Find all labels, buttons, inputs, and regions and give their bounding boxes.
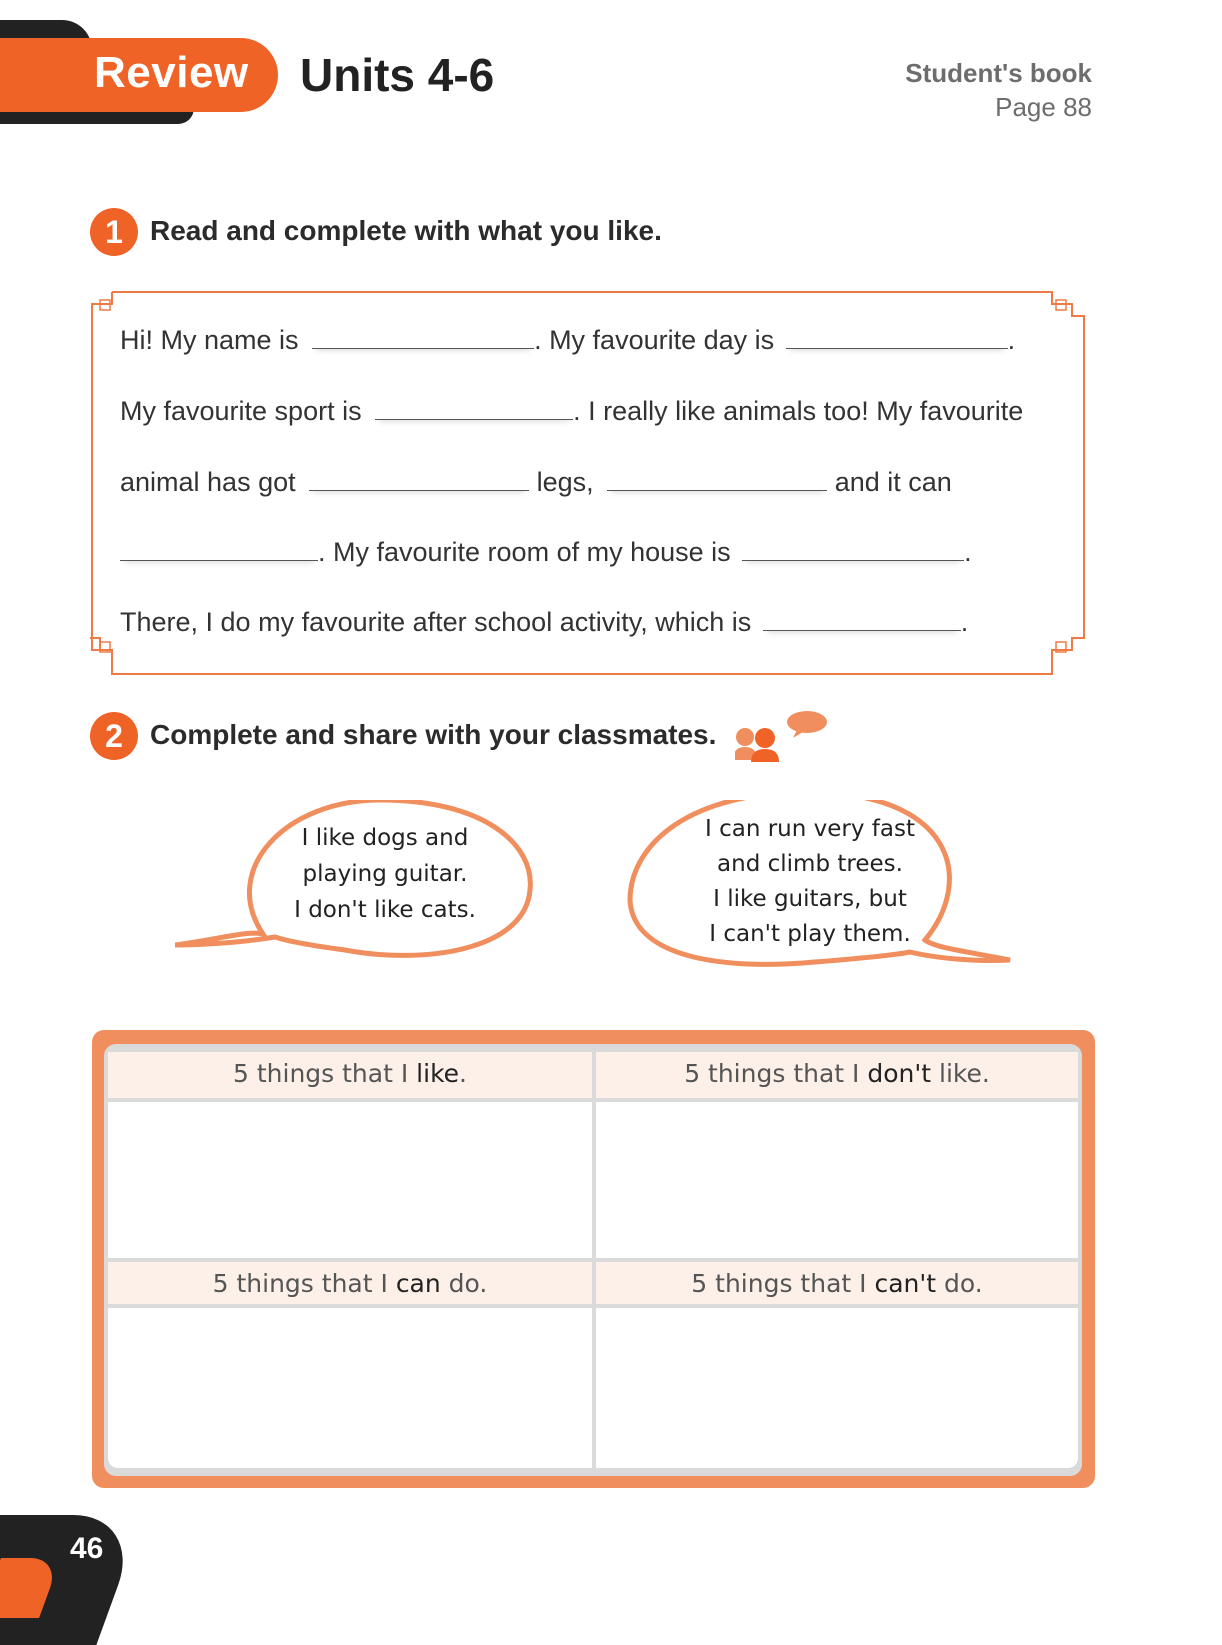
answer-cell-likes[interactable] <box>108 1102 592 1258</box>
header-text: 5 things that I <box>212 1269 396 1298</box>
review-badge: Review <box>94 48 249 97</box>
speech-line: I don't like cats. <box>294 897 476 923</box>
exercise-1-line-3 <box>120 464 952 498</box>
text-activity-prompt: There, I do my favourite after school activity, which is <box>120 607 752 637</box>
book-reference-page: Page 88 <box>995 92 1092 122</box>
header-keyword: like <box>416 1059 460 1088</box>
pair-work-icon <box>735 710 830 770</box>
answer-blank-sport[interactable] <box>375 393 573 420</box>
answer-cell-can-do[interactable] <box>108 1308 592 1468</box>
exercise-2-instruction: Complete and share with your classmates. <box>150 719 717 750</box>
header-text: do. <box>936 1269 983 1298</box>
speech-line: I like dogs and <box>301 825 469 851</box>
speech-line: I can't play them. <box>709 921 911 947</box>
header-text: do. <box>440 1269 488 1298</box>
header-cant-do <box>596 1262 1078 1304</box>
text-animal-prompt: animal has got <box>120 467 296 497</box>
header-text: 5 things that I <box>684 1059 868 1088</box>
header-text: . <box>459 1059 467 1088</box>
header-can-do <box>108 1262 592 1304</box>
answer-blank-room[interactable] <box>742 534 964 561</box>
exercise-1-line-1 <box>120 322 1015 356</box>
exercise-2-number: 2 <box>90 712 138 760</box>
exercise-1-line-4 <box>120 534 972 568</box>
answer-cell-cant-do[interactable] <box>596 1308 1078 1468</box>
answer-blank-activity[interactable] <box>763 604 961 631</box>
text-legs: legs, <box>536 467 594 497</box>
header-likes <box>108 1052 592 1098</box>
header-text: 5 things that I <box>233 1059 417 1088</box>
text-period: . <box>964 537 972 567</box>
speech-line: playing guitar. <box>302 861 468 887</box>
text-room-prompt: . My favourite room of my house is <box>318 537 731 567</box>
text-day-prompt: . My favourite day is <box>534 325 775 355</box>
text-sport-prompt: My favourite sport is <box>120 396 362 426</box>
answer-blank-legs[interactable] <box>309 464 529 491</box>
exercise-1-number: 1 <box>90 208 138 256</box>
speech-line: and climb trees. <box>717 851 903 877</box>
text-period: . <box>960 607 969 637</box>
answer-blank-animal-ability[interactable] <box>120 534 318 561</box>
speech-bubble-left-text <box>270 820 500 928</box>
header-text: 5 things that I <box>691 1269 875 1298</box>
exercise-1-line-5 <box>120 604 968 638</box>
speech-bubble-right-text <box>680 812 940 952</box>
header-keyword: can't <box>874 1269 937 1298</box>
exercise-2-table-inner <box>104 1044 1082 1476</box>
text-it-can: and it can <box>834 467 952 497</box>
header-text: like. <box>931 1059 990 1088</box>
text-animals-prompt: . I really like animals too! My favourite <box>573 396 1024 426</box>
answer-blank-name[interactable] <box>312 322 534 349</box>
answer-blank-day[interactable] <box>786 322 1008 349</box>
exercise-1-instruction: Read and complete with what you like. <box>150 215 662 246</box>
speech-line: I like guitars, but <box>713 886 907 912</box>
answer-cell-dislikes[interactable] <box>596 1102 1078 1258</box>
page-number: 46 <box>70 1532 104 1565</box>
text-period: . <box>1007 325 1016 355</box>
answer-blank-animal-feature[interactable] <box>607 464 827 491</box>
page-title: Units 4-6 <box>300 49 495 101</box>
exercise-1-line-2 <box>120 393 1023 427</box>
text-name-prompt: Hi! My name is <box>120 325 299 355</box>
header-keyword: don't <box>867 1059 932 1088</box>
header-dislikes <box>596 1052 1078 1098</box>
header-keyword: can <box>395 1269 441 1298</box>
book-reference-label: Student's book <box>905 58 1092 88</box>
speech-line: I can run very fast <box>705 816 915 842</box>
